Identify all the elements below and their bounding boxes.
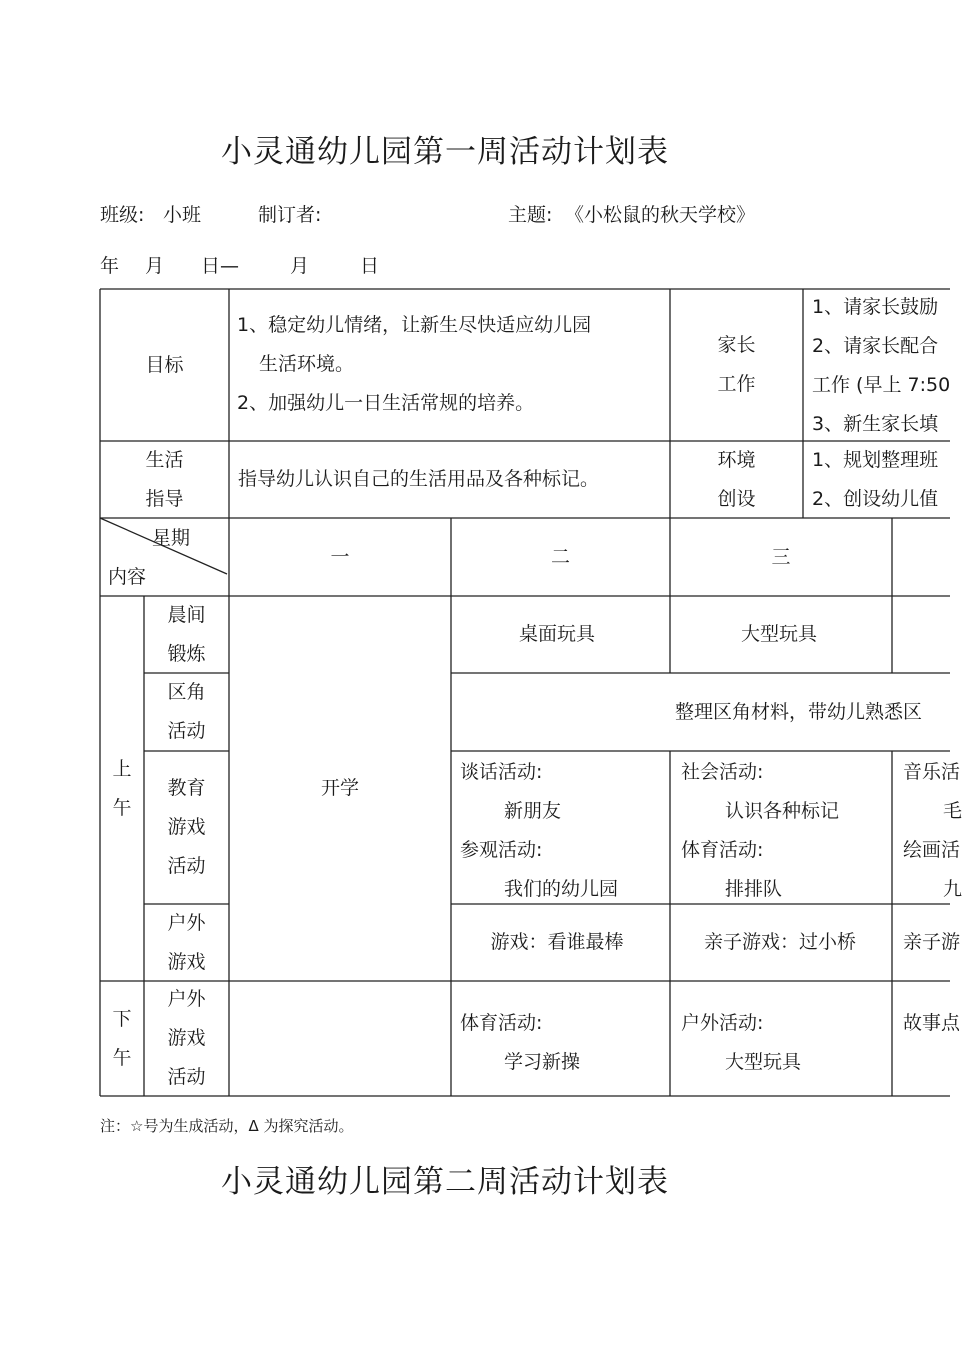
morning-label: 上 午 <box>112 757 132 819</box>
day-header-tue: 二 <box>550 545 570 568</box>
row-label-corner-activity: 区角 活动 <box>167 681 206 742</box>
page-title-week1: 小灵通幼儿园第一周活动计划表 <box>221 134 669 170</box>
education-tue: 谈话活动: 新朋友 参观活动: 我们的幼儿园 <box>460 761 619 900</box>
life-guide-content: 指导幼儿认识自己的生活用品及各种标记。 <box>238 468 600 490</box>
corner-header-weekday: 星期 <box>152 527 191 549</box>
date-day-end: 日 <box>360 255 380 277</box>
row-label-outdoor-game: 户外 游戏 <box>167 911 206 973</box>
outdoor-game-tue: 游戏：看谁最棒 <box>490 931 624 953</box>
row-label-education-game: 教育 游戏 活动 <box>167 777 206 877</box>
environment-label: 环境 创设 <box>717 448 756 510</box>
footnote: 注：☆号为生成活动，Δ 为探究活动。 <box>100 1117 354 1135</box>
day-header-mon: 一 <box>330 545 350 568</box>
life-guide-label: 生活 指导 <box>145 448 184 510</box>
pm-activity-thu: 故事点 <box>903 1012 961 1034</box>
row-label-morning-exercise: 晨间 锻炼 <box>167 603 206 665</box>
row-label-pm-outdoor: 户外 游戏 活动 <box>167 988 206 1088</box>
outdoor-game-thu: 亲子游 <box>903 931 961 953</box>
pm-activity-tue: 体育活动: 学习新操 <box>460 1012 581 1073</box>
parent-work-label: 家长 工作 <box>717 334 756 395</box>
date-month-end: 月 <box>290 255 310 277</box>
education-thu: 音乐活 毛 绘画活 九 <box>903 761 962 900</box>
goal-content: 1、稳定幼儿情绪，让新生尽快适应幼儿园 生活环境。 2、加强幼儿一日生活常规的培养。 <box>237 314 592 414</box>
monday-content: 开学 <box>320 777 359 799</box>
theme-value: 《小松鼠的秋天学校》 <box>565 204 756 226</box>
date-year: 年 <box>100 255 120 277</box>
page-title-week2: 小灵通幼儿园第二周活动计划表 <box>221 1164 669 1200</box>
day-header-wed: 三 <box>771 545 791 568</box>
date-month-start: 月 <box>145 255 165 277</box>
outdoor-game-wed: 亲子游戏：过小桥 <box>703 931 856 953</box>
pm-activity-wed: 户外活动: 大型玩具 <box>681 1012 802 1073</box>
theme-label: 主题: <box>508 204 553 226</box>
morning-exercise-tue: 桌面玩具 <box>518 623 595 645</box>
environment-content: 1、规划整理班 2、创设幼儿值 <box>812 449 939 510</box>
corner-header-content: 内容 <box>108 566 147 588</box>
date-day-start: 日— <box>201 255 240 277</box>
morning-exercise-wed: 大型玩具 <box>740 623 817 645</box>
class-label: 班级: <box>100 204 145 226</box>
class-value: 小班 <box>163 204 202 226</box>
parent-work-content: 1、请家长鼓励 2、请家长配合 工作 (早上 7:50 3、新生家长填 <box>812 296 951 435</box>
corner-activity-content: 整理区角材料，带幼儿熟悉区 <box>675 700 923 723</box>
afternoon-label: 下 午 <box>112 1007 132 1069</box>
goal-label: 目标 <box>145 353 184 376</box>
maker-label: 制订者: <box>258 204 322 226</box>
education-wed: 社会活动: 认识各种标记 体育活动: 排排队 <box>681 761 840 900</box>
